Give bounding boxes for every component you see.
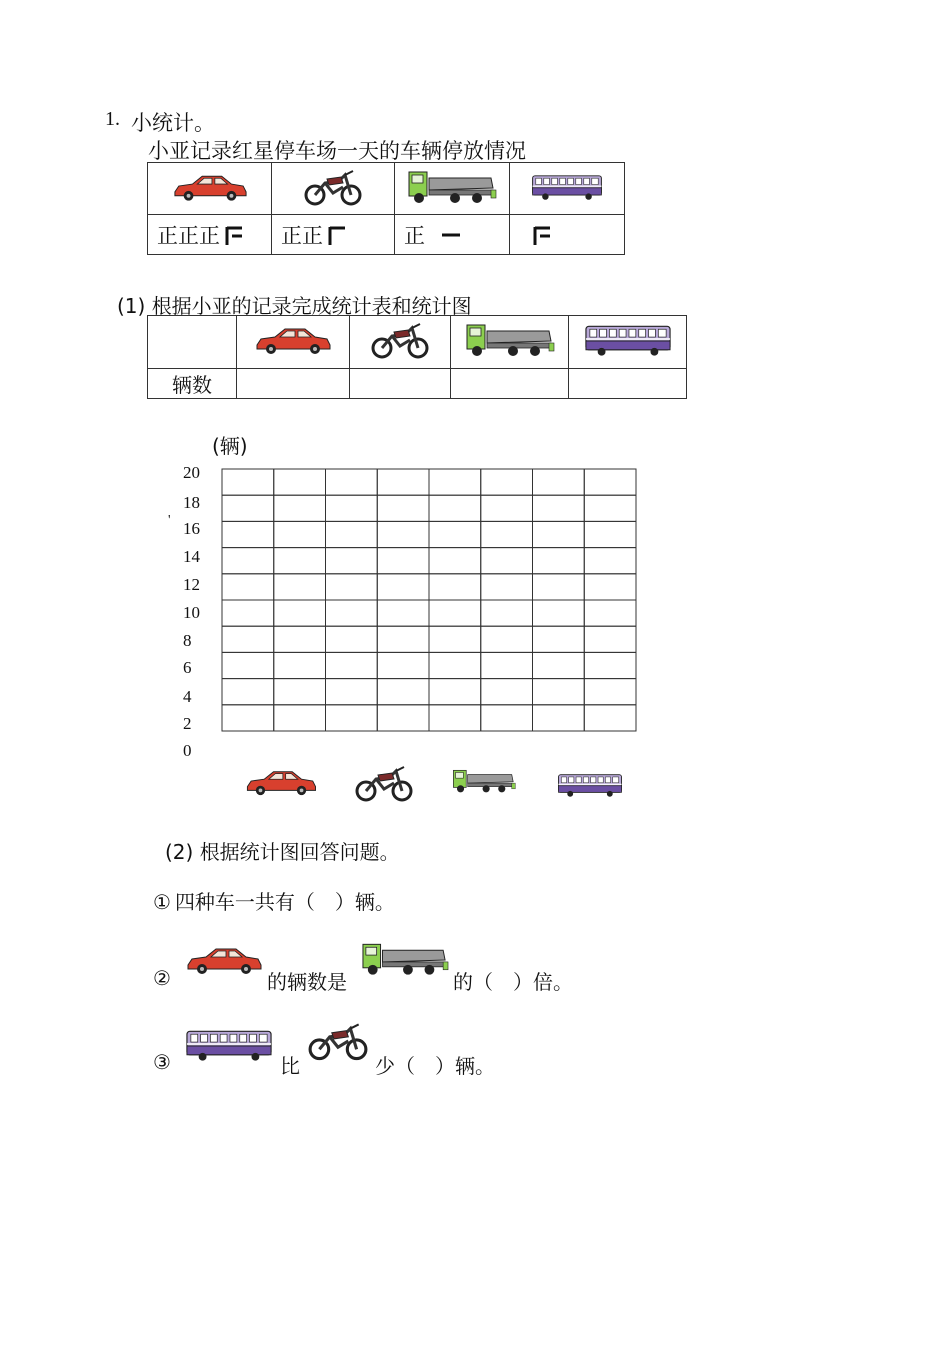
motorcycle-icon <box>302 167 364 207</box>
car-icon <box>184 943 264 977</box>
grid-cell[interactable] <box>222 705 274 731</box>
grid-cell[interactable] <box>274 600 326 626</box>
y-tick-4: 4 <box>183 687 192 706</box>
grid-cell[interactable] <box>222 495 274 521</box>
grid-cell[interactable] <box>274 495 326 521</box>
grid-cell[interactable] <box>274 521 326 547</box>
y-tick-18: 18 <box>183 493 200 512</box>
bus-icon <box>584 322 672 358</box>
grid-cell[interactable] <box>222 521 274 547</box>
y-tick-10: 10 <box>183 603 200 622</box>
motorcycle-icon <box>369 320 431 360</box>
question-2-number: ② <box>153 966 171 990</box>
tally-header-truck <box>395 163 510 215</box>
motorcycle-icon <box>353 763 415 803</box>
question-1-number: ① <box>153 890 171 914</box>
y-tick-16: 16 <box>183 519 200 538</box>
grid-cell[interactable] <box>377 626 429 652</box>
count-input-car[interactable] <box>237 369 350 399</box>
tally-partial-mark-icon <box>325 223 349 247</box>
grid-cell[interactable] <box>377 574 429 600</box>
grid-cell[interactable] <box>481 652 533 678</box>
tally-header-motorcycle <box>272 163 395 215</box>
question-3-number: ③ <box>153 1050 171 1074</box>
question-3-end-text: 少（ ）辆。 <box>375 1054 495 1078</box>
grid-cell[interactable] <box>274 469 326 495</box>
problem-title: 小统计。 <box>131 111 215 135</box>
grid-cell[interactable] <box>481 679 533 705</box>
tally-header-car <box>148 163 272 215</box>
truck-icon <box>465 321 555 359</box>
grid-cell[interactable] <box>429 626 481 652</box>
grid-cell[interactable] <box>584 574 636 600</box>
question-1-text: 四种车一共有（ ）辆。 <box>174 890 395 914</box>
grid-cell[interactable] <box>222 574 274 600</box>
grid-cell[interactable] <box>481 705 533 731</box>
chart-unit-label: (辆) <box>212 434 248 458</box>
grid-cell[interactable] <box>429 521 481 547</box>
grid-cell[interactable] <box>429 600 481 626</box>
grid-cell[interactable] <box>274 652 326 678</box>
grid-cell[interactable] <box>533 679 585 705</box>
car-icon <box>242 768 320 796</box>
question-2-middle-text: 的辆数是 <box>267 970 347 994</box>
grid-cell[interactable] <box>222 548 274 574</box>
grid-cell[interactable] <box>326 626 378 652</box>
count-input-bus[interactable] <box>569 369 687 399</box>
car-icon <box>171 172 249 202</box>
tally-cell-truck <box>395 215 510 255</box>
count-table <box>147 315 687 399</box>
tally-partial-mark-icon <box>439 223 463 247</box>
grid-cell[interactable] <box>326 705 378 731</box>
question-3-middle-text: 比 <box>280 1054 300 1078</box>
grid-cell[interactable] <box>274 679 326 705</box>
grid-cell[interactable] <box>326 548 378 574</box>
tally-text: 正 <box>404 223 425 248</box>
part1-label: (1) 根据小亚的记录完成统计表和统计图 <box>117 294 472 318</box>
bus-icon <box>557 769 623 801</box>
grid-cell[interactable] <box>584 548 636 574</box>
problem-number: 1. <box>105 108 120 130</box>
y-tick-6: 6 <box>183 658 192 677</box>
y-tick-12: 12 <box>183 575 200 594</box>
grid-cell[interactable] <box>222 652 274 678</box>
motorcycle-icon <box>307 1020 369 1062</box>
grid-cell[interactable] <box>481 548 533 574</box>
grid-cell[interactable] <box>481 495 533 521</box>
tally-header-bus <box>510 163 625 215</box>
grid-cell[interactable] <box>584 679 636 705</box>
grid-cell[interactable] <box>481 626 533 652</box>
grid-cell[interactable] <box>274 705 326 731</box>
count-input-truck[interactable] <box>451 369 569 399</box>
question-2-end-text: 的（ ）倍。 <box>453 970 573 994</box>
grid-cell[interactable] <box>326 679 378 705</box>
grid-cell[interactable] <box>377 495 429 521</box>
grid-cell[interactable] <box>584 600 636 626</box>
car-icon <box>253 325 333 355</box>
grid-cell[interactable] <box>429 652 481 678</box>
truck-icon <box>406 168 498 206</box>
grid-cell[interactable] <box>326 495 378 521</box>
grid-cell[interactable] <box>584 469 636 495</box>
grid-cell[interactable] <box>274 548 326 574</box>
bus-icon <box>531 170 603 204</box>
problem-description: 小亚记录红星停车场一天的车辆停放情况 <box>148 139 526 163</box>
question-1 <box>153 886 395 915</box>
grid-cell[interactable] <box>274 626 326 652</box>
grid-cell[interactable] <box>584 495 636 521</box>
count-input-motorcycle[interactable] <box>350 369 451 399</box>
grid-cell[interactable] <box>584 705 636 731</box>
grid-cell[interactable] <box>377 652 429 678</box>
count-table-corner <box>148 316 237 369</box>
count-header-bus <box>569 316 687 369</box>
count-header-truck <box>451 316 569 369</box>
tally-cell-car <box>148 215 272 255</box>
grid-cell[interactable] <box>222 679 274 705</box>
grid-cell[interactable] <box>326 600 378 626</box>
y-tick-2: 2 <box>183 714 192 733</box>
grid-cell[interactable] <box>222 600 274 626</box>
tally-partial-mark-icon <box>530 223 554 247</box>
grid-cell[interactable] <box>481 600 533 626</box>
grid-cell[interactable] <box>533 469 585 495</box>
grid-cell[interactable] <box>326 469 378 495</box>
grid-cell[interactable] <box>222 469 274 495</box>
grid-cell[interactable] <box>429 705 481 731</box>
grid-cell[interactable] <box>584 521 636 547</box>
y-tick-8: 8 <box>183 631 192 650</box>
tally-cell-motorcycle <box>272 215 395 255</box>
count-header-motorcycle <box>350 316 451 369</box>
grid-cell[interactable] <box>429 574 481 600</box>
grid-cell[interactable] <box>377 521 429 547</box>
grid-cell[interactable] <box>377 469 429 495</box>
y-tick-14: 14 <box>183 547 200 566</box>
grid-cell[interactable] <box>533 548 585 574</box>
grid-cell[interactable] <box>326 574 378 600</box>
truck-icon <box>361 940 449 978</box>
grid-cell[interactable] <box>326 652 378 678</box>
y-tick-0: 0 <box>183 741 192 760</box>
grid-cell[interactable] <box>429 469 481 495</box>
tally-text: 正正正 <box>157 223 220 248</box>
grid-cell[interactable] <box>533 626 585 652</box>
part2-label: (2) 根据统计图回答问题。 <box>165 840 400 864</box>
grid-cell[interactable] <box>584 626 636 652</box>
grid-cell[interactable] <box>274 574 326 600</box>
row-header-count: 辆数 <box>148 369 237 399</box>
grid-cell[interactable] <box>533 600 585 626</box>
grid-cell[interactable] <box>377 705 429 731</box>
count-header-car <box>237 316 350 369</box>
truck-icon <box>452 765 516 797</box>
bar-chart-grid[interactable] <box>220 467 638 733</box>
grid-cell[interactable] <box>533 495 585 521</box>
grid-cell[interactable] <box>326 521 378 547</box>
grid-cell[interactable] <box>533 521 585 547</box>
tally-cell-bus <box>510 215 625 255</box>
grid-cell[interactable] <box>377 679 429 705</box>
grid-cell[interactable] <box>533 705 585 731</box>
grid-cell[interactable] <box>222 626 274 652</box>
grid-cell[interactable] <box>429 495 481 521</box>
tally-partial-mark-icon <box>222 223 246 247</box>
bus-icon <box>185 1026 273 1064</box>
stray-mark: ' <box>168 513 171 528</box>
tally-table <box>147 162 625 255</box>
tally-text: 正正 <box>281 223 323 248</box>
y-tick-20: 20 <box>183 463 200 482</box>
grid-cell[interactable] <box>429 679 481 705</box>
grid-cell[interactable] <box>429 548 481 574</box>
grid-cell[interactable] <box>533 574 585 600</box>
grid-cell[interactable] <box>377 600 429 626</box>
grid-cell[interactable] <box>584 652 636 678</box>
grid-cell[interactable] <box>533 652 585 678</box>
grid-cell[interactable] <box>481 521 533 547</box>
grid-cell[interactable] <box>377 548 429 574</box>
grid-cell[interactable] <box>481 574 533 600</box>
grid-cell[interactable] <box>481 469 533 495</box>
